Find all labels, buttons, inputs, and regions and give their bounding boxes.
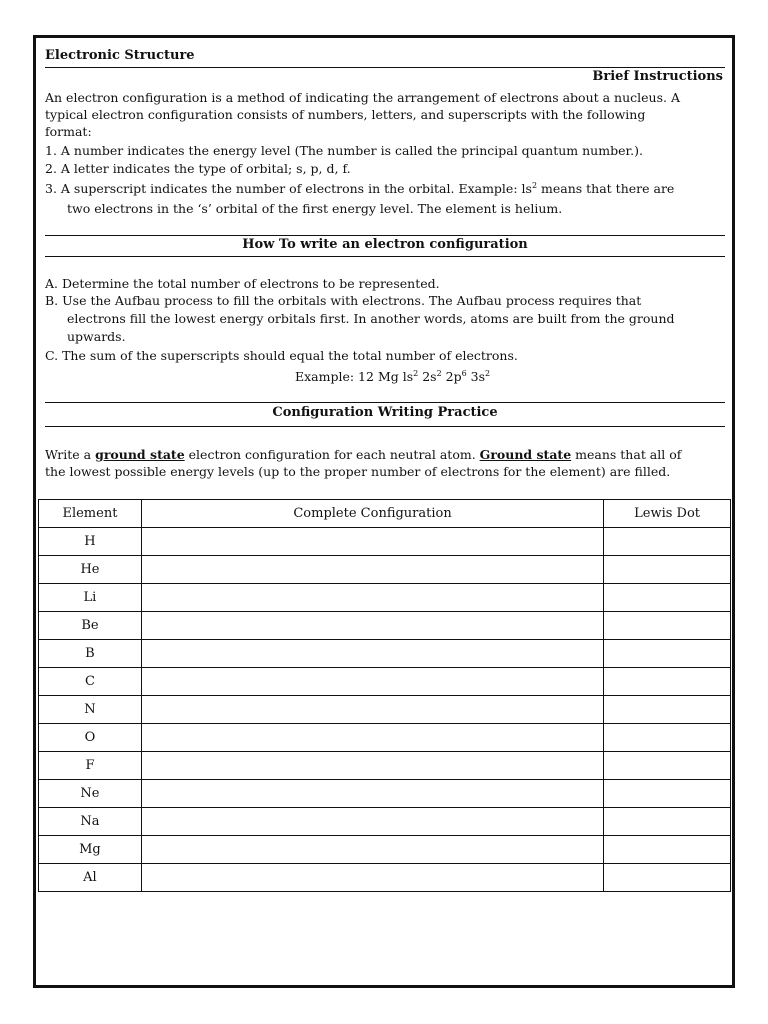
configuration-answer-cell[interactable] <box>141 528 603 556</box>
lewis-dot-answer-cell[interactable] <box>604 528 731 556</box>
lewis-dot-answer-cell[interactable] <box>604 864 731 892</box>
configuration-answer-cell[interactable] <box>141 584 603 612</box>
configuration-answer-cell[interactable] <box>141 612 603 640</box>
step-b-cont: electrons fill the lowest energy orbitals first. In another words, atoms are built from the ground <box>67 311 675 326</box>
column-header-element: Element <box>39 500 142 528</box>
table-row <box>39 836 731 864</box>
divider <box>45 67 725 68</box>
configuration-answer-cell[interactable] <box>141 640 603 668</box>
table-row <box>39 724 731 752</box>
step-b-cont-2: upwards. <box>67 329 126 344</box>
practice-table <box>38 499 731 892</box>
instruction-item-3: 3. A superscript indicates the number of electrons in the orbital. Example: $ls^2$ means that there are <box>45 181 675 196</box>
element-symbol: Ne <box>39 780 142 808</box>
element-symbol: Li <box>39 584 142 612</box>
configuration-answer-cell[interactable] <box>141 556 603 584</box>
instruction-item-2: 2. A letter indicates the type of orbital; s, p, d, f. <box>45 161 351 176</box>
configuration-answer-cell[interactable] <box>141 780 603 808</box>
element-symbol: O <box>39 724 142 752</box>
table-row <box>39 752 731 780</box>
element-symbol: F <box>39 752 142 780</box>
lewis-dot-answer-cell[interactable] <box>604 696 731 724</box>
lewis-dot-answer-cell[interactable] <box>604 668 731 696</box>
lewis-dot-answer-cell[interactable] <box>604 556 731 584</box>
table-row <box>39 668 731 696</box>
practice-instructions-line-1: Write a ground state electron configuration for each neutral atom. Ground state means that all of <box>45 447 682 462</box>
element-symbol: Be <box>39 612 142 640</box>
brief-instructions-heading: Brief Instructions <box>592 69 723 84</box>
lewis-dot-answer-cell[interactable] <box>604 612 731 640</box>
divider <box>45 235 725 236</box>
step-b: B. Use the Aufbau process to fill the orbitals with electrons. The Aufbau process requires that <box>45 293 642 308</box>
element-symbol: H <box>39 528 142 556</box>
lewis-dot-answer-cell[interactable] <box>604 724 731 752</box>
lewis-dot-answer-cell[interactable] <box>604 640 731 668</box>
lewis-dot-answer-cell[interactable] <box>604 808 731 836</box>
column-header-configuration: Complete Configuration <box>141 500 603 528</box>
configuration-answer-cell[interactable] <box>141 696 603 724</box>
divider <box>45 426 725 427</box>
table-header-row <box>39 500 731 528</box>
page-title: Electronic Structure <box>45 48 195 63</box>
divider <box>45 402 725 403</box>
example-configuration: Example: 12 Mg $ls^2$ $2s^2$ $2p^6$ $3s^2$ <box>295 369 491 384</box>
table-row <box>39 528 731 556</box>
configuration-answer-cell[interactable] <box>141 668 603 696</box>
configuration-answer-cell[interactable] <box>141 724 603 752</box>
configuration-answer-cell[interactable] <box>141 808 603 836</box>
divider <box>45 256 725 257</box>
element-symbol: N <box>39 696 142 724</box>
table-row <box>39 780 731 808</box>
configuration-answer-cell[interactable] <box>141 752 603 780</box>
how-to-heading: How To write an electron configuration <box>242 237 528 252</box>
table-row <box>39 696 731 724</box>
table-row <box>39 864 731 892</box>
table-row <box>39 584 731 612</box>
table-row <box>39 556 731 584</box>
instruction-item-3-cont: two electrons in the ‘s’ orbital of the first energy level. The element is helium. <box>67 201 563 216</box>
practice-instructions-line-2: the lowest possible energy levels (up to the proper number of electrons for the element) are filled. <box>45 464 671 479</box>
practice-heading: Configuration Writing Practice <box>272 405 498 420</box>
configuration-answer-cell[interactable] <box>141 864 603 892</box>
table-row <box>39 640 731 668</box>
table-row <box>39 612 731 640</box>
intro-line-2: typical electron configuration consists of numbers, letters, and superscripts with the following <box>45 107 646 122</box>
instruction-item-1: 1. A number indicates the energy level (The number is called the principal quantum number.). <box>45 143 643 158</box>
lewis-dot-answer-cell[interactable] <box>604 836 731 864</box>
intro-line-3: format: <box>45 124 92 139</box>
element-symbol: He <box>39 556 142 584</box>
table-row <box>39 808 731 836</box>
element-symbol: Na <box>39 808 142 836</box>
lewis-dot-answer-cell[interactable] <box>604 780 731 808</box>
lewis-dot-answer-cell[interactable] <box>604 752 731 780</box>
step-a: A. Determine the total number of electrons to be represented. <box>45 276 440 291</box>
element-symbol: B <box>39 640 142 668</box>
lewis-dot-answer-cell[interactable] <box>604 584 731 612</box>
step-c: C. The sum of the superscripts should equal the total number of electrons. <box>45 348 518 363</box>
element-symbol: C <box>39 668 142 696</box>
element-symbol: Mg <box>39 836 142 864</box>
element-symbol: Al <box>39 864 142 892</box>
configuration-answer-cell[interactable] <box>141 836 603 864</box>
column-header-lewis-dot: Lewis Dot <box>604 500 731 528</box>
intro-line-1: An electron configuration is a method of indicating the arrangement of electrons about a nucleus. A <box>45 90 680 105</box>
